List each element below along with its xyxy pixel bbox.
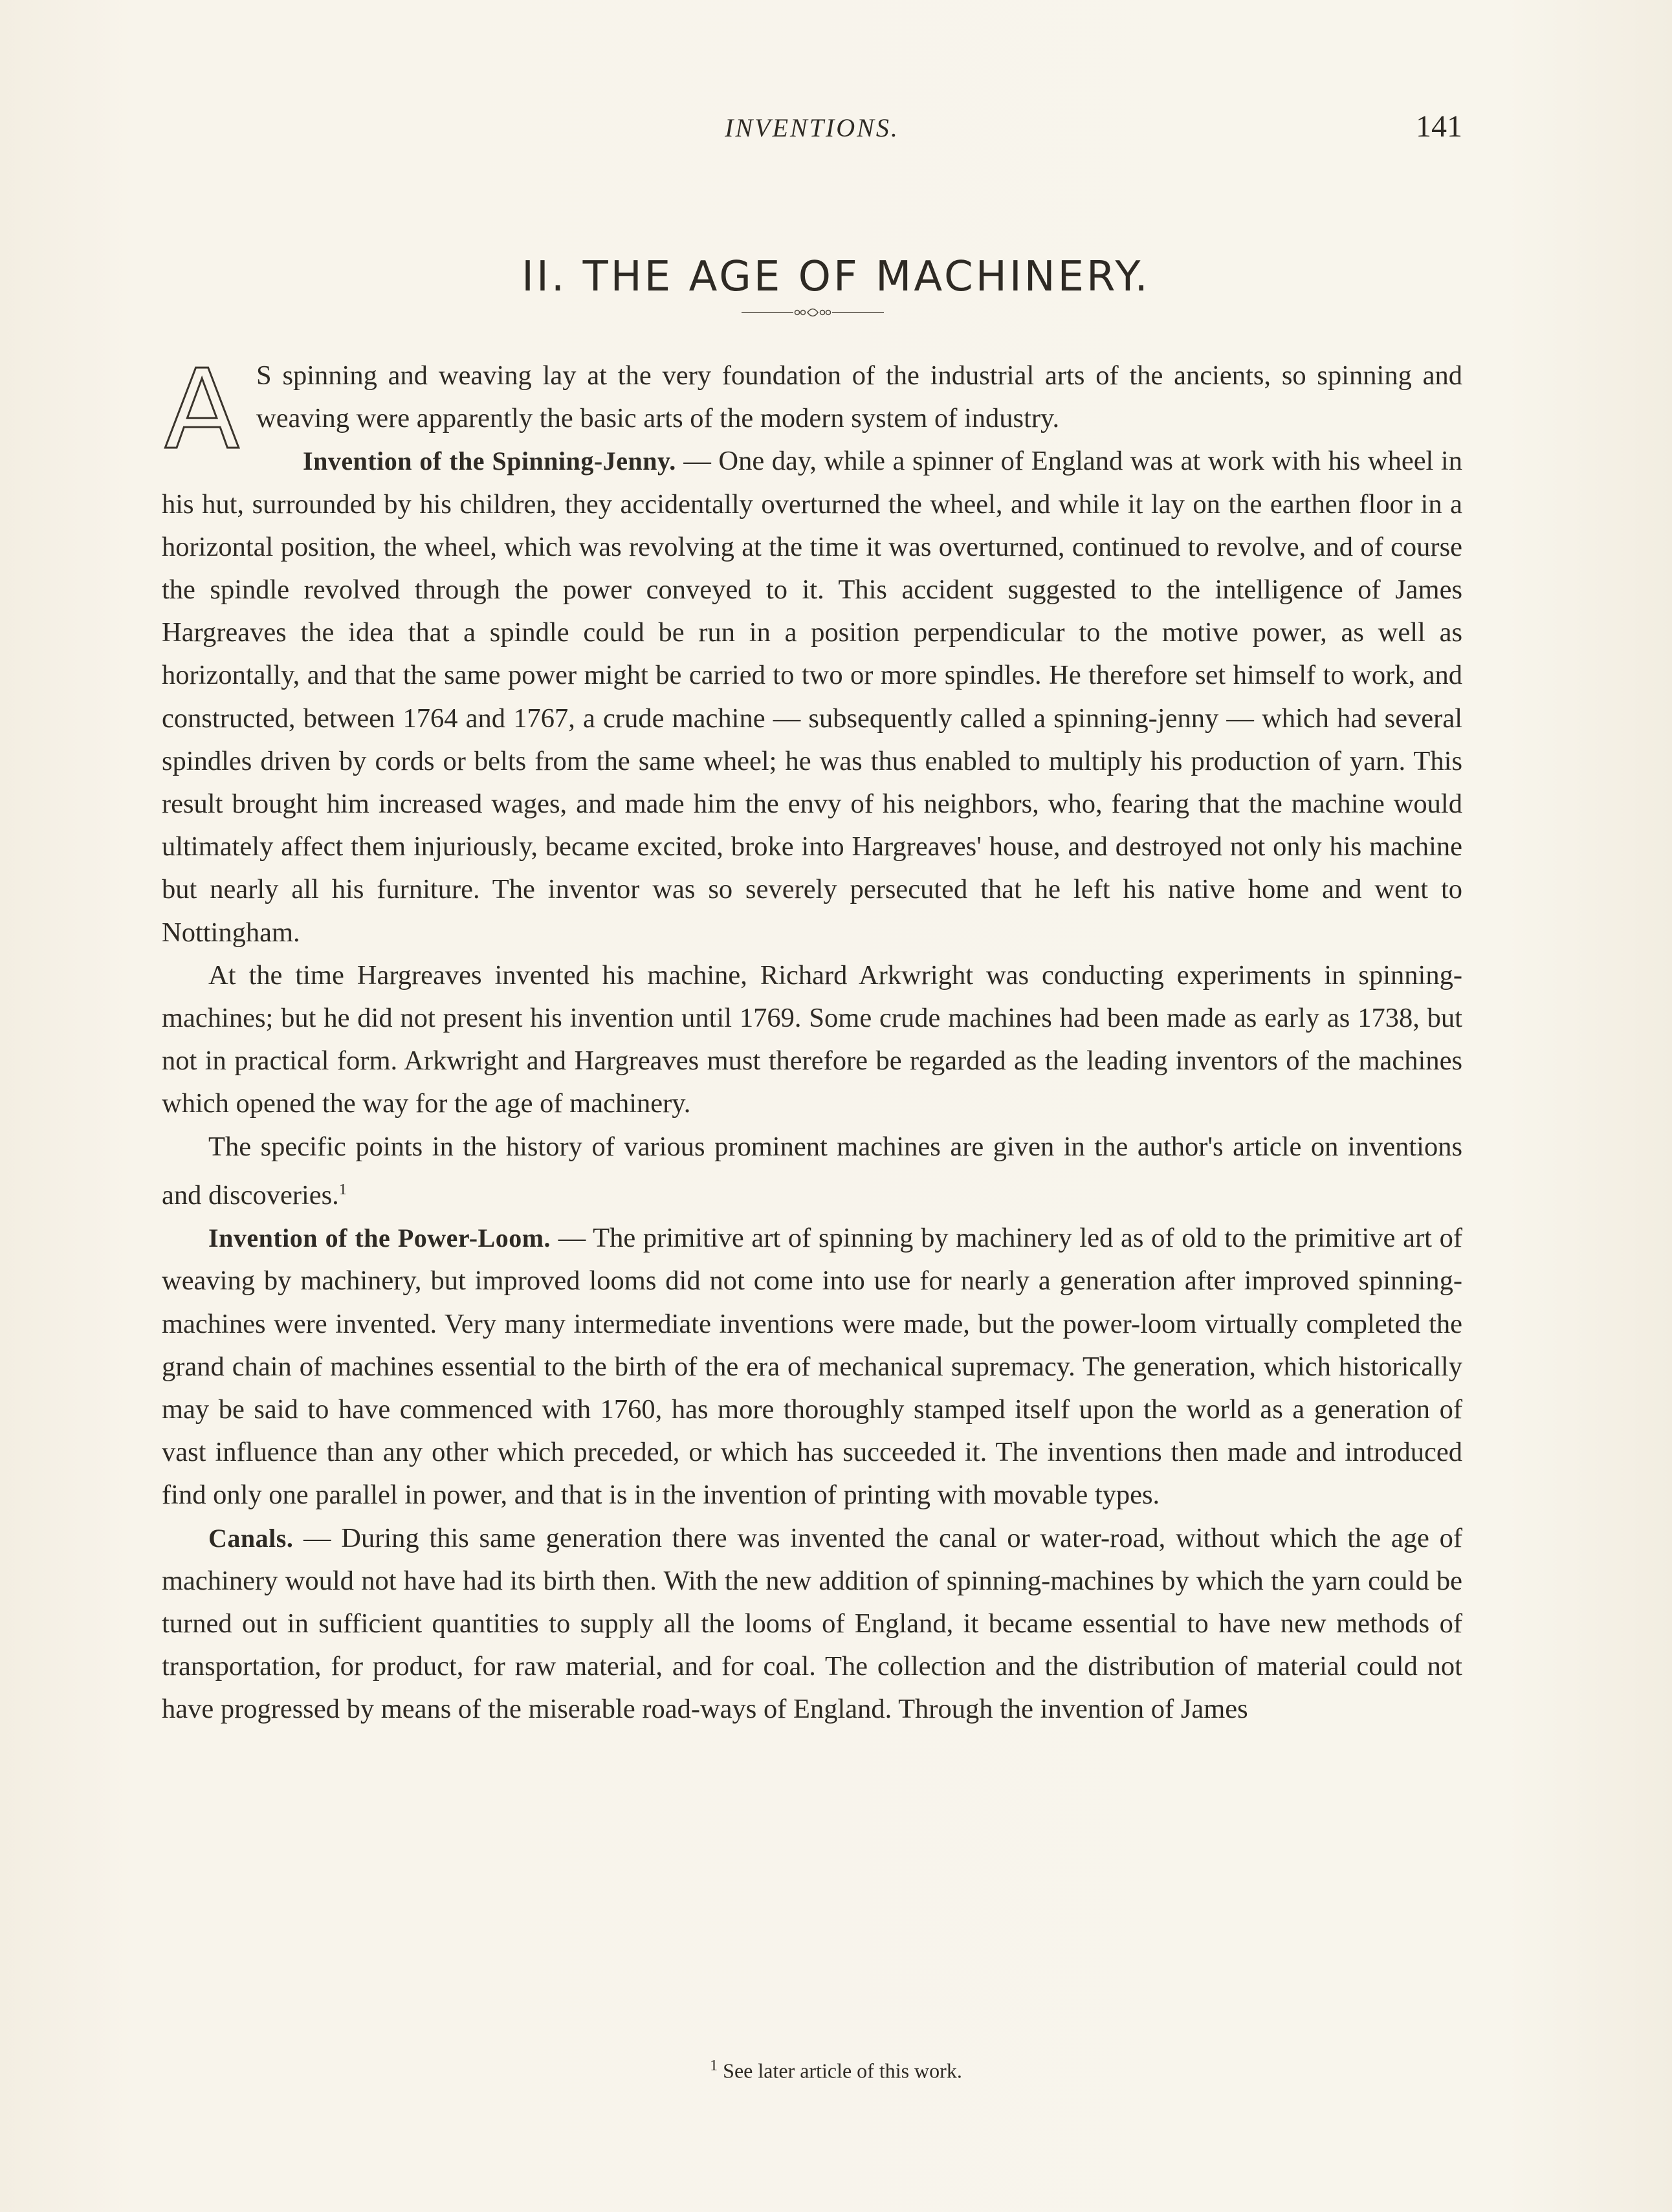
canals-paragraph [162,1517,1462,1731]
running-title: INVENTIONS. [725,113,899,142]
footnote-text: See later article of this work. [718,2059,962,2083]
arkwright-paragraph [162,954,1462,1126]
section-heading-spinning-jenny: Invention of the Spinning-Jenny. [303,446,676,476]
specific-points-paragraph [162,1126,1462,1218]
intro-text: S spinning and weaving lay at the very foundation of the industrial arts of the ancients, so spinning and weaving were apparently the basic arts of the modern system of industry. [256,360,1462,434]
section-heading-canals: Canals. [208,1523,294,1553]
power-loom-paragraph [162,1217,1462,1517]
running-head [162,109,1462,148]
paragraph-text: The specific points in the history of various prominent machines are given in the author's article on inventions and discoveries. [162,1131,1462,1211]
page-number: 141 [1416,109,1462,144]
intro-paragraph [162,355,1462,457]
footnote-reference: 1 [338,1181,347,1198]
footnote-marker: 1 [710,2057,718,2074]
chapter-title: II. THE AGE OF MACHINERY. [522,252,1150,301]
svg-text:A: A [164,360,240,457]
drop-cap-letter [162,360,247,457]
spinning-jenny-paragraph [162,440,1462,954]
paragraph-text: — During this same generation there was invented the canal or water-road, without which the age of machinery would not have had its birth then. With the new addition of spinning-machines by which the yarn could be turned out in sufficient quantities to supply all the looms of England, it became essential to have new methods of transportation, for product, for raw material, and for coal. The collection and the distribution of material could not have progressed by means of the miserable road-ways of England. Through the invention of James [162,1522,1462,1725]
footnote [0,2057,1672,2083]
section-heading-power-loom: Invention of the Power-Loom. [208,1223,551,1253]
paragraph-text: — The primitive art of spinning by machinery led as of old to the primitive art of weaving by machinery, but improved looms did not come into use for nearly a generation after improved spinning-machines were invented. Very many intermediate inventions were made, but the power-loom virtually completed the grand chain of machines essential to the birth of the era of mechanical supremacy. The generation, which historically may be said to have commenced with 1760, has more thoroughly stamped itself upon the world as a generation of vast influence than any other which preceded, or which has succeeded it. The inventions then made and introduced find only one parallel in power, and that is in the invention of printing with movable types. [162,1223,1462,1511]
divider-ornament [742,303,884,322]
paragraph-text: At the time Hargreaves invented his machine, Richard Arkwright was conducting experiments in spinning-machines; but he did not present his invention until 1769. Some crude machines had been made as early as 1738, but not in practical form. Arkwright and Hargreaves must therefore be regarded as the leading inventors of the machines which opened the way for the age of machinery. [162,959,1462,1119]
paragraph-text: — One day, while a spinner of England was at work with his wheel in his hut, surrounded by his children, they accidentally overturned the wheel, and while it lay on the earthen floor in a horizontal position, the wheel, which was revolving at the time it was overturned, continued to revolve, and of course the spindle revolved through the power conveyed to it. This accident suggested to the intelligence of James Hargreaves the idea that a spindle could be run in a position perpendicular to the motive power, as well as horizontally, and that the same power might be carried to two or more spindles. He therefore set himself to work, and constructed, between 1764 and 1767, a crude machine — subsequently called a spinning-jenny — which had several spindles driven by cords or belts from the same wheel; he was thus enabled to multiply his production of yarn. This result brought him increased wages, and made him the envy of his neighbors, who, fearing that the machine would ultimately affect them injuriously, became excited, broke into Hargreaves' house, and destroyed not only his machine but nearly all his furniture. The inventor was so severely persecuted that he left his native home and went to Nottingham. [162,446,1462,948]
body-text [162,355,1462,1731]
